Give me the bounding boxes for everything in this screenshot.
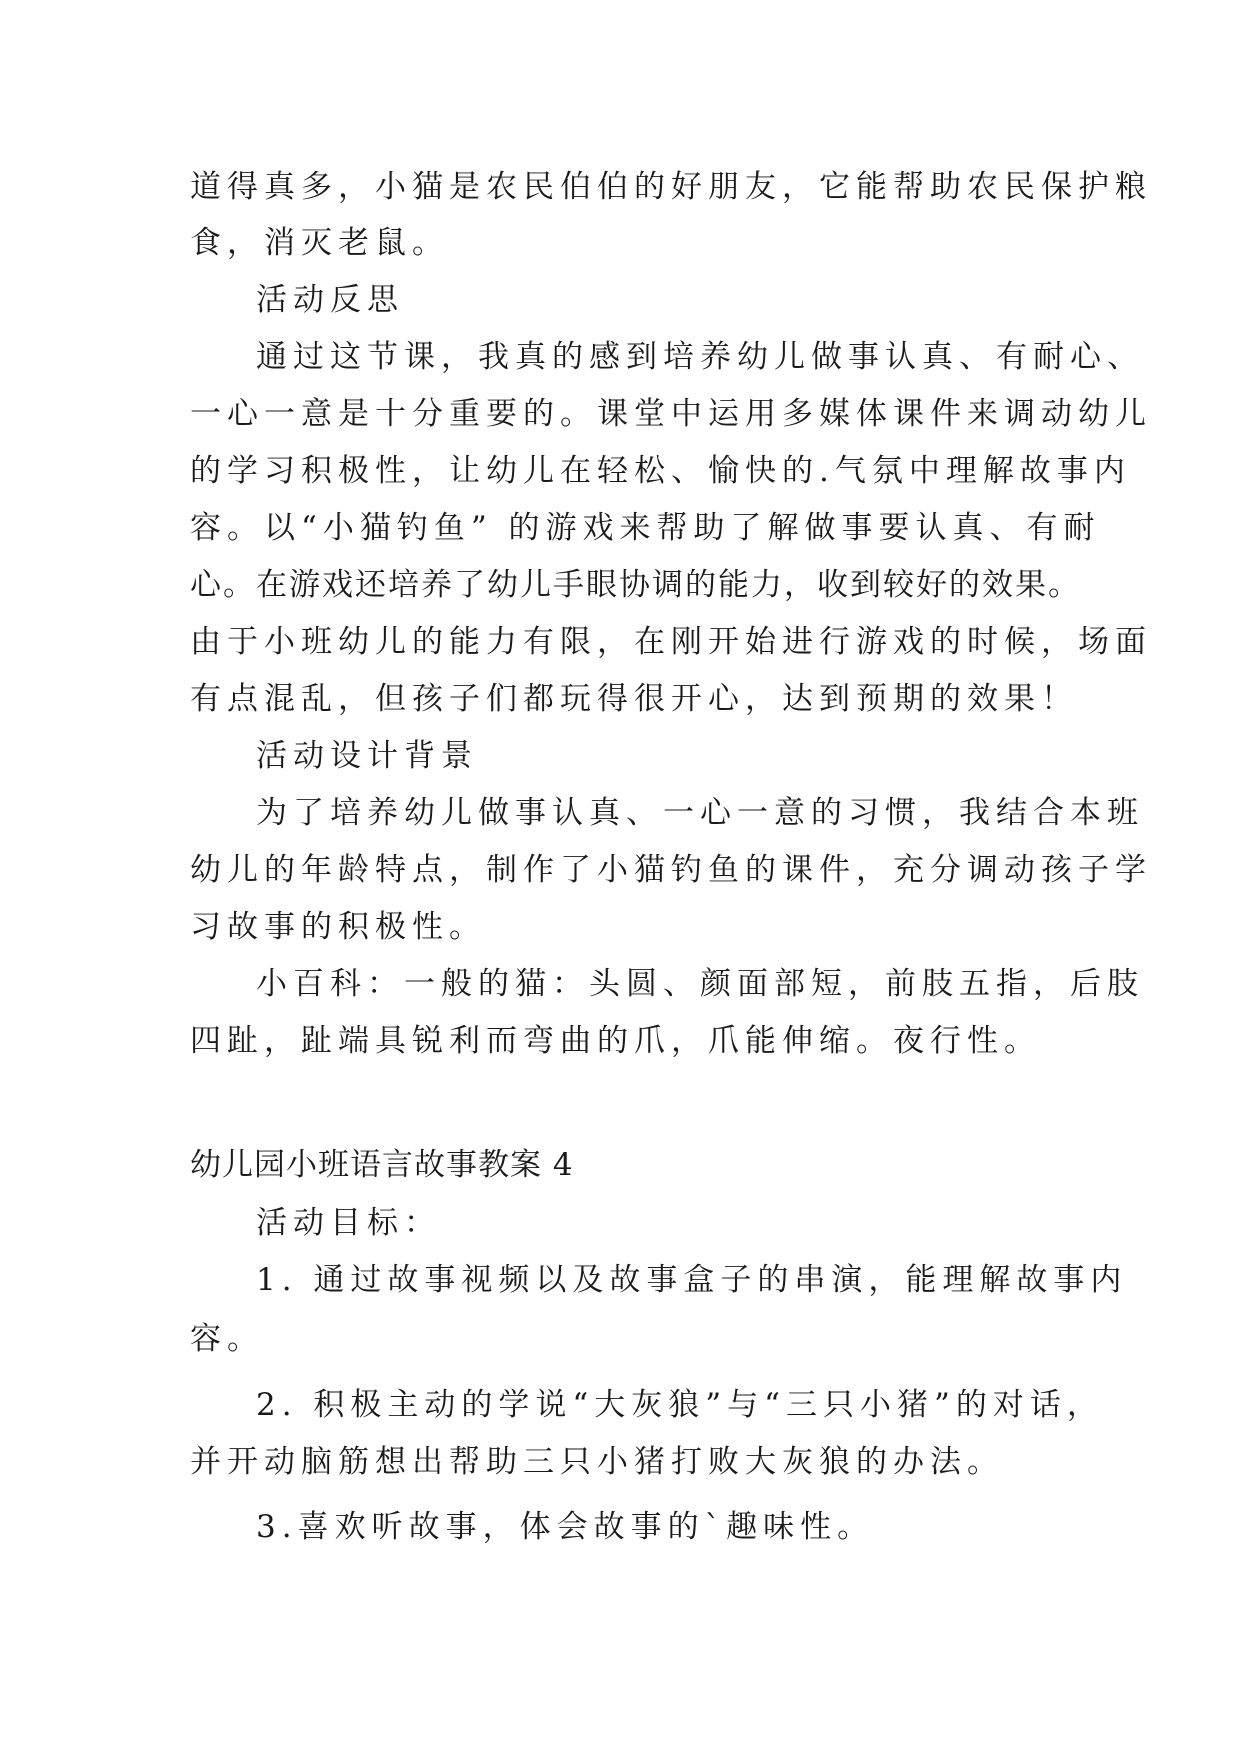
body-text-line: 由于小班幼儿的能力有限，在刚开始进行游戏的时候，场面 <box>190 624 1152 660</box>
body-text-line: 幼儿的年龄特点，制作了小猫钓鱼的课件，充分调动孩子学 <box>190 852 1152 888</box>
body-text-line: 食，消灭老鼠。 <box>190 225 449 261</box>
document-section-title: 幼儿园小班语言故事教案 4 <box>190 1147 574 1183</box>
body-text-line: 有点混乱，但孩子们都玩得很开心，达到预期的效果！ <box>190 681 1078 717</box>
body-text-line: 一心一意是十分重要的。课堂中运用多媒体课件来调动幼儿 <box>190 396 1152 432</box>
section-heading-goals: 活动目标： <box>256 1205 441 1241</box>
section-heading-reflection: 活动反思 <box>256 282 404 318</box>
list-item-2: 2. 积极主动的学说“大灰狼”与“三只小猪”的对话， <box>256 1387 1104 1423</box>
body-text-line: 四趾，趾端具锐利而弯曲的爪，爪能伸缩。夜行性。 <box>190 1023 1041 1059</box>
list-item-3: 3.喜欢听故事，体会故事的`趣味性。 <box>256 1509 875 1545</box>
list-item-1: 1. 通过故事视频以及故事盒子的串演，能理解故事内 <box>256 1262 1128 1298</box>
list-item-2-continued: 并开动脑筋想出帮助三只小猪打败大灰狼的办法。 <box>190 1444 1004 1480</box>
body-text-line: 通过这节课，我真的感到培养幼儿做事认真、有耐心、 <box>256 339 1144 375</box>
body-text-line: 为了培养幼儿做事认真、一心一意的习惯，我结合本班 <box>256 795 1144 831</box>
body-text-line: 习故事的积极性。 <box>190 909 486 945</box>
body-text-line: 道得真多，小猫是农民伯伯的好朋友，它能帮助农民保护粮 <box>190 169 1152 205</box>
section-heading-background: 活动设计背景 <box>256 738 478 774</box>
list-item-1-continued: 容。 <box>190 1321 264 1357</box>
body-text-line: 容。以“小猫钓鱼” 的游戏来帮助了解做事要认真、有耐 <box>190 510 1101 546</box>
body-text-line: 小百科：一般的猫：头圆、颜面部短，前肢五指，后肢 <box>256 966 1144 1002</box>
body-text-line: 心。在游戏还培养了幼儿手眼协调的能力，收到较好的效果。 <box>190 567 1081 603</box>
body-text-line: 的学习积极性，让幼儿在轻松、愉快的.气氛中理解故事内 <box>190 453 1131 489</box>
